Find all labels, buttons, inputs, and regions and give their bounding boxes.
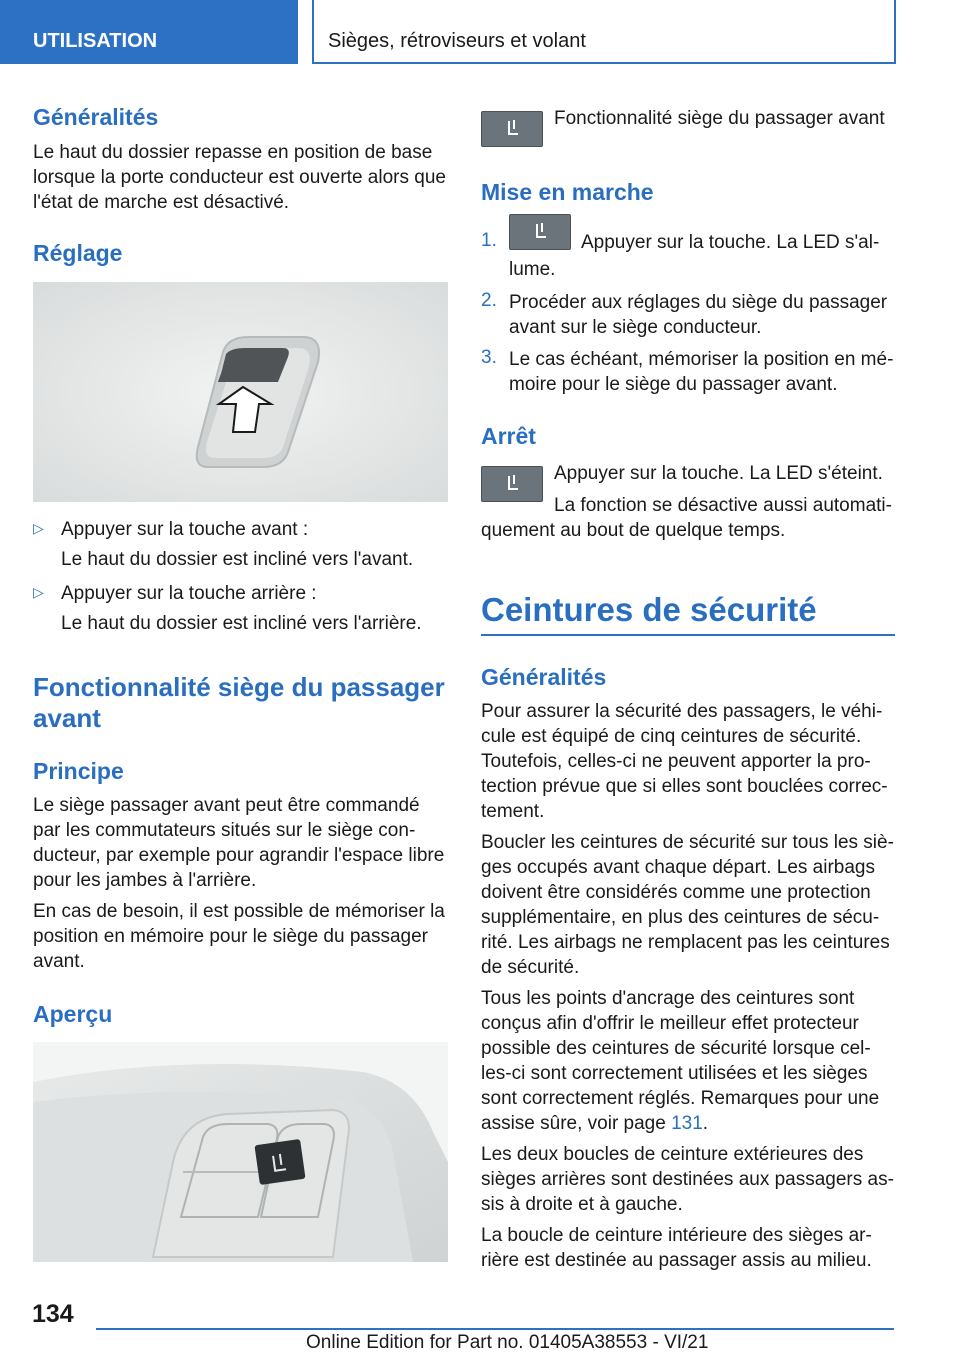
- page-number: 134: [32, 1300, 74, 1328]
- passenger-seat-button-icon: [509, 214, 571, 250]
- chapter-label: Sièges, rétroviseurs et volant: [328, 30, 586, 52]
- text-fragment: assise sûre, voir page: [481, 1113, 672, 1134]
- triangle-bullet-icon: ▷: [33, 584, 44, 600]
- text-line: lorsque la porte conducteur est ouverte alors que: [33, 167, 446, 188]
- text-line: [481, 1111, 911, 1136]
- text-line: Pour assurer la sécurité des passagers, le véhi-: [481, 701, 883, 722]
- ceintures-text: [481, 699, 911, 1273]
- triangle-bullet-icon: ▷: [33, 520, 44, 536]
- text-line: Les deux boucles de ceinture extérieures des: [481, 1144, 864, 1165]
- text-line: En cas de besoin, il est possible de mémoriser la: [33, 901, 445, 922]
- generalites-text: [33, 140, 453, 215]
- list-item: [481, 290, 901, 342]
- fonction-heading: [33, 672, 463, 734]
- ceintures-heading: Ceintures de sécurité: [481, 591, 817, 628]
- heading-line: Fonctionnalité siège du passager: [33, 672, 445, 702]
- text-fragment: .: [702, 1113, 709, 1134]
- heading-line: avant: [33, 703, 101, 733]
- step-text: avant sur le siège conducteur.: [509, 317, 762, 338]
- reglage-heading: Réglage: [33, 240, 123, 266]
- text-line: Le haut du dossier repasse en position de base: [33, 142, 433, 163]
- bullet-sub-text: Le haut du dossier est incliné vers l'avant.: [61, 549, 414, 570]
- principe-heading: Principe: [33, 758, 124, 784]
- step-text: Procéder aux réglages du siège du passager: [509, 292, 888, 313]
- chapter-tab: [312, 0, 896, 64]
- footer-rule: [96, 1328, 894, 1330]
- text-line: sont correctement réglés. Remarques pour une: [481, 1088, 880, 1109]
- text-line: tection prévue que si elles sont bouclées correc-: [481, 776, 888, 797]
- text-line: sièges arrières sont destinées aux passagers as-: [481, 1169, 894, 1190]
- text-line: Boucler les ceintures de sécurité sur tous les siè-: [481, 832, 894, 853]
- text-line: rière est destinée au passager assis au milieu.: [481, 1250, 872, 1271]
- text-line: Le siège passager avant peut être commandé: [33, 795, 420, 816]
- seat-icon: [510, 215, 570, 249]
- text-line: Toutefois, celles-ci ne peuvent apporter la pro-: [481, 751, 871, 772]
- text-line: doivent être considérés comme une protection: [481, 882, 871, 903]
- text-line: avant.: [33, 951, 85, 972]
- edition-note: Online Edition for Part no. 01405A38553 - VI/21: [306, 1332, 709, 1353]
- principe-text: [33, 793, 453, 974]
- list-item: [481, 230, 901, 282]
- text-line: pour les jambes à l'arrière.: [33, 870, 257, 891]
- apercu-heading: Aperçu: [33, 1001, 113, 1027]
- text-line: ducteur, par exemple pour agrandir l'espace libre: [33, 845, 445, 866]
- heading-rule: [481, 634, 895, 636]
- mise-en-marche-heading: Mise en marche: [481, 179, 654, 205]
- seat-icon: [482, 467, 542, 501]
- text-line: La boucle de ceinture intérieure des sièges ar-: [481, 1225, 872, 1246]
- door-panel-illustration: [33, 1042, 448, 1262]
- text-line: les-ci sont correctement utilisées et les sièges: [481, 1063, 868, 1084]
- page-link[interactable]: 131: [671, 1113, 703, 1134]
- arret-heading: Arrêt: [481, 423, 536, 449]
- generalites-heading: Généralités: [33, 104, 159, 130]
- list-item: [481, 347, 901, 399]
- step-number: 2.: [481, 290, 497, 311]
- step-text: Appuyer sur la touche. La LED s'al-: [581, 232, 880, 253]
- text-line: possible des ceintures de sécurité lorsque cel-: [481, 1038, 871, 1059]
- passenger-seat-button-icon: [481, 466, 543, 502]
- text-line: l'état de marche est désactivé.: [33, 192, 290, 213]
- section-tab: [0, 0, 298, 64]
- step-text: lume.: [509, 259, 556, 280]
- step-number: 3.: [481, 347, 497, 368]
- step-number: 1.: [481, 230, 497, 251]
- text-line: ges occupés avant chaque départ. Les airbags: [481, 857, 875, 878]
- door-panel-photo: [33, 1042, 448, 1262]
- step-text: Le cas échéant, mémoriser la position en mé-: [509, 349, 894, 370]
- text-line: position en mémoire pour le siège du passager: [33, 926, 429, 947]
- step-text: moire pour le siège du passager avant.: [509, 374, 838, 395]
- bullet-sub-text: Le haut du dossier est incliné vers l'arrière.: [61, 613, 422, 634]
- bullet-list: [33, 517, 453, 637]
- text-line: rité. Les airbags ne remplacent pas les ceintures: [481, 932, 890, 953]
- text-line: tement.: [481, 801, 545, 822]
- seat-switch-illustration: [33, 282, 448, 502]
- arret-text: Appuyer sur la touche. La LED s'éteint.: [554, 463, 883, 484]
- text-line: Tous les points d'ancrage des ceintures sont: [481, 988, 855, 1009]
- list-item: [33, 581, 453, 637]
- bullet-main-text: Appuyer sur la touche avant :: [61, 519, 309, 540]
- text-line: de sécurité.: [481, 957, 580, 978]
- text-line: sis à droite et à gauche.: [481, 1194, 683, 1215]
- bullet-main-text: Appuyer sur la touche arrière :: [61, 583, 317, 604]
- passenger-seat-button-icon: [481, 111, 543, 147]
- generalites-2-heading: Généralités: [481, 664, 607, 690]
- text-line: supplémentaire, en plus des ceintures de sécu-: [481, 907, 880, 928]
- section-label: UTILISATION: [33, 30, 158, 52]
- arret-text: quement au bout de quelque temps.: [481, 520, 786, 541]
- list-item: [33, 517, 453, 573]
- arret-text: La fonction se désactive aussi automati-: [554, 495, 892, 516]
- seat-switch-photo: [33, 282, 448, 502]
- steps-list: [481, 230, 901, 399]
- text-line: conçus afin d'offrir le meilleur effet protecteur: [481, 1013, 859, 1034]
- text-line: par les commutateurs situés sur le siège con-: [33, 820, 416, 841]
- icon-caption: Fonctionnalité siège du passager avant: [554, 108, 885, 129]
- seat-icon: [482, 112, 542, 146]
- text-line: cule est équipé de cinq ceintures de sécurité.: [481, 726, 862, 747]
